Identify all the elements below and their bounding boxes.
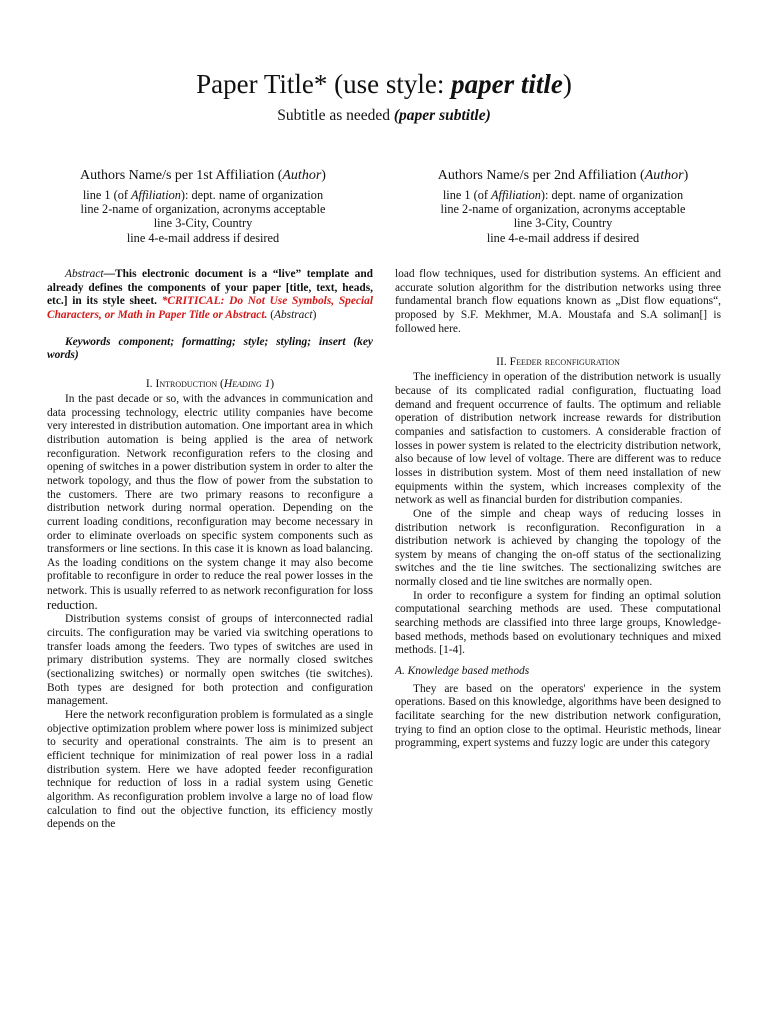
knowledge-paragraph: They are based on the operators' experience in the system operations. Based on this knowledge, algorithms have been designed to facilitate searching for the new distribution network configuration, trying to find an option close to the optimal. Heuristic methods, linear programming, expert systems and fuzzy logic are under this category: [395, 682, 721, 750]
affiliation-line-2: line 2-name of organization, acronyms acceptable: [80, 202, 326, 217]
keywords: Keywords component; formatting; style; styling; insert (key words): [47, 335, 373, 362]
affiliation-line-2: line 2-name of organization, acronyms acceptable: [440, 202, 686, 217]
affiliation-line-1: line 1 (of Affiliation): dept. name of organization: [82, 188, 324, 202]
author-block-1: [38, 166, 368, 245]
subsection-heading-knowledge-based: A. Knowledge based methods: [395, 665, 530, 678]
continued-paragraph: load flow techniques, used for distribution systems. An efficient and accurate solution algorithm for the distribution networks using three fundamental branch flow equations known as „Dist flow equations“, proposed by S.F. Mekhmer, M.A. Moustafa and S.A soliman[] is followed here.: [395, 268, 721, 335]
intro-paragraph-1: In the past decade or so, with the advances in communication and data processing technology, electric utility companies have become very interested in distribution automation. One important area in which distribution automation is being applied is the area of network reconfiguration. Network reconfiguration refers to the closing and opening of switches in a power distribution system in order to alter the network topology, and thus the flow of power from the substation to the customers. There are two primary reasons to reconfigure a distribution network during normal operation. Depending on the current loading conditions, reconfiguration may become necessary in order to eliminate overloads on specific system components such as transformers or line sections. In this case it is known as load balancing. As the loading conditions on the system change it may also become profitable to reconfigure in order to reduce the real power losses in the network. This is usually referred to as network reconfiguration for loss reduction.: [47, 392, 373, 612]
intro-paragraph-2: Distribution systems consist of groups of interconnected radial circuits. The configuration may be varied via switching operations to transfer loads among the feeders. Two types of switches are used in primary distribution systems. They are normally closed switches (sectionalizing switches) or normally open switches (tie switches). Both types are designed for both protection and configuration management.: [47, 613, 373, 708]
section-heading-feeder-reconfiguration: II. Feeder reconfiguration: [496, 355, 620, 369]
left-column: [47, 268, 373, 832]
feeder-paragraph-2: One of the simple and cheap ways of reducing losses in distribution network is reconfiguration. Reconfiguration in a distribution network is achieved by changing the topology of the system by means of changing the on-off status of the sectionalizing switches and the tie line switches. The sectionalizing switches are normally closed and tie line switches are normally open.: [395, 507, 721, 589]
affiliation-line-3: line 3-City, Country: [153, 216, 253, 231]
abstract: Abstract—This electronic document is a “live” template and already defines the components of your paper [title, text, heads, etc.] in its style sheet. *CRITICAL: Do Not Use Symbols, Special Characters, or Math in Paper Title or Abstract. (Abstract): [47, 268, 373, 321]
paper-title: Paper Title* (use style: paper title): [196, 69, 572, 99]
author-name: Authors Name/s per 2nd Affiliation (Author): [437, 168, 689, 183]
affiliation-line-4: line 4-e-mail address if desired: [126, 230, 280, 245]
author-block-2: [398, 166, 728, 245]
intro-paragraph-3: Here the network reconfiguration problem is formulated as a single objective optimization problem where power loss is minimized subject to security and operational constraints. The aim is to present an efficient technique for minimization of real power loss in a radial distribution system. Here we have adopted feeder reconfiguration technique for reduction of loss in a radial system using Genetic algorithm. As reconfiguration problem involve a large no of load flow calculation to find out the objective function, its efficiency mostly depends on the: [47, 709, 373, 831]
section-heading-introduction: I. Introduction (Heading 1): [145, 376, 275, 390]
author-name: Authors Name/s per 1st Affiliation (Author): [80, 168, 326, 183]
paper-subtitle: Subtitle as needed (paper subtitle): [277, 107, 491, 124]
feeder-paragraph-3: In order to reconfigure a system for finding an optimal solution computational searching methods are used. These computational searching methods are classified into three large groups, Knowledge-based methods, methods based on evolutionary techniques and mixed methods. [1-4].: [395, 589, 721, 657]
feeder-paragraph-1: The inefficiency in operation of the distribution network is usually because of its complicated radial configuration, fluctuating load demand and frequent occurrence of faults. The optimum and reliable operation of distribution network increase rewards for distribution companies and satisfaction to customers. A considerable fraction of losses in power system is related to the electricity distribution network, also because of low level of voltage. There are different was to reduce losses in distribution system. Most of them need installation of new equipments within the system, which increases complexity of the network as well as financial burden for distribution companies.: [395, 371, 721, 507]
affiliation-line-1: line 1 (of Affiliation): dept. name of organization: [442, 188, 684, 202]
affiliation-line-4: line 4-e-mail address if desired: [486, 230, 640, 245]
right-column: [395, 268, 721, 751]
affiliation-line-3: line 3-City, Country: [513, 216, 613, 231]
